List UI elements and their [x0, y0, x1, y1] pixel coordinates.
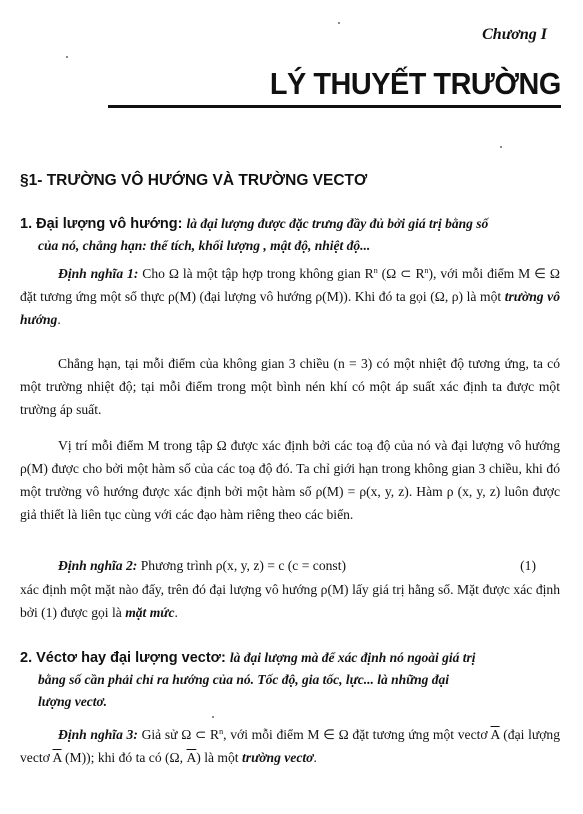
- definition3-term: trường vectơ: [242, 750, 314, 765]
- chapter-title: LÝ THUYẾT TRƯỜNG: [270, 66, 561, 101]
- item2-block: [20, 647, 560, 713]
- definition1-term: trường vô hướng: [20, 289, 560, 327]
- paragraph-coordinates: Vị trí mỗi điểm M trong tập Ω được xác định bởi các toạ độ của nó và đại lượng vô hướng ρ(M) được cho bởi một hàm số của các toạ độ đó. Ta chỉ giới hạn trong không gian 3 chiều, khi đó một trường vô hướng được xác định bởi một hàm số ρ(M) = ρ(x, y, z). Hàm ρ (x, y, z) luôn được giả thiết là liên tục cùng với các đạo hàm riêng theo các biến.: [20, 438, 560, 522]
- definition3-text-a: Giả sử Ω ⊂ R: [141, 727, 220, 742]
- definition3-end: .: [313, 750, 317, 765]
- definition1-text-a: Cho Ω là một tập hợp trong không gian R: [142, 266, 374, 281]
- item1-definition-line2: của nó, chẳng hạn: thể tích, khối lượng , mật độ, nhiệt độ...: [38, 238, 371, 253]
- item2-definition-line3: lượng vectơ.: [38, 694, 108, 709]
- definition2-continuation: [20, 578, 560, 624]
- scan-speck: [212, 716, 214, 718]
- scan-speck: [500, 146, 502, 148]
- vector-a-symbol-3: $\overline{A}$: [186, 750, 197, 765]
- vector-a-symbol-2: $\overline{A}$: [52, 750, 62, 765]
- definition3-paragraph: [20, 723, 560, 769]
- item1-label: 1. Đại lượng vô hướng:: [20, 216, 183, 232]
- definition3-text-e: ) là một: [196, 750, 239, 765]
- equation-number: (1): [520, 558, 536, 573]
- definition2-paragraph: [20, 554, 560, 577]
- item1-block: [20, 213, 560, 257]
- definition2-text: Phương trình ρ(x, y, z) = c (c = const): [140, 558, 347, 573]
- definition3-text-c: (đại lượng vectơ: [20, 727, 561, 765]
- definition3-text-d: (M)); khi đó ta có (Ω,: [64, 750, 184, 765]
- scan-speck: [66, 56, 68, 58]
- item1-definition-line1: là đại lượng được đặc trưng đầy đủ bởi giá trị bằng số: [186, 216, 489, 231]
- definition1-paragraph: [20, 262, 560, 331]
- definition3-lead: Định nghĩa 3:: [58, 727, 138, 742]
- vector-a-symbol-1: $\overline{A}$: [490, 727, 500, 742]
- item2-label: 2. Véctơ hay đại lượng vectơ:: [20, 650, 226, 666]
- item2-definition-line2: bằng số cần phải chỉ ra hướng của nó. Tốc độ, gia tốc, lực... là những đại: [38, 672, 450, 687]
- definition2-cont-a: xác định một mặt nào đấy, trên đó đại lượng vô hướng ρ(M) lấy giá trị hằng số. Mặt được xác định bởi (1) được gọi là: [20, 582, 560, 620]
- definition2-term: mặt mức: [125, 605, 175, 620]
- definition3-sup: n: [219, 727, 224, 736]
- title-rule: [108, 105, 561, 108]
- definition2-end: .: [174, 605, 178, 620]
- definition1-text-c: ), với mỗi điểm M ∈ Ω đặt tương ứng một số thực ρ(M) (đại lượng vô hướng ρ(M)). Khi đó ta gọi (Ω, ρ) là một: [20, 266, 561, 304]
- definition3-text-b: , với mỗi điểm M ∈ Ω đặt tương ứng một vectơ: [223, 727, 488, 742]
- definition1-lead: Định nghĩa 1:: [58, 266, 139, 281]
- definition1-sup2: n: [424, 266, 429, 275]
- definition1-sup1: n: [373, 266, 378, 275]
- item2-definition-line1: là đại lượng mà để xác định nó ngoài giá trị: [229, 650, 476, 665]
- section-heading: §1- TRƯỜNG VÔ HƯỚNG VÀ TRƯỜNG VECTƠ: [20, 172, 368, 189]
- scan-speck: [338, 22, 340, 24]
- definition1-text-b: (Ω ⊂ R: [381, 266, 425, 281]
- paragraph-example: Chẳng hạn, tại mỗi điểm của không gian 3 chiều (n = 3) có một nhiệt độ tương ứng, ta có một trường nhiệt độ; tại mỗi điểm trong một bình nén khí có một áp suất xác định ta được một trường áp suất.: [20, 356, 560, 417]
- chapter-label: Chương I: [482, 26, 547, 43]
- definition2-lead: Định nghĩa 2:: [58, 558, 138, 573]
- definition1-end: .: [57, 312, 61, 327]
